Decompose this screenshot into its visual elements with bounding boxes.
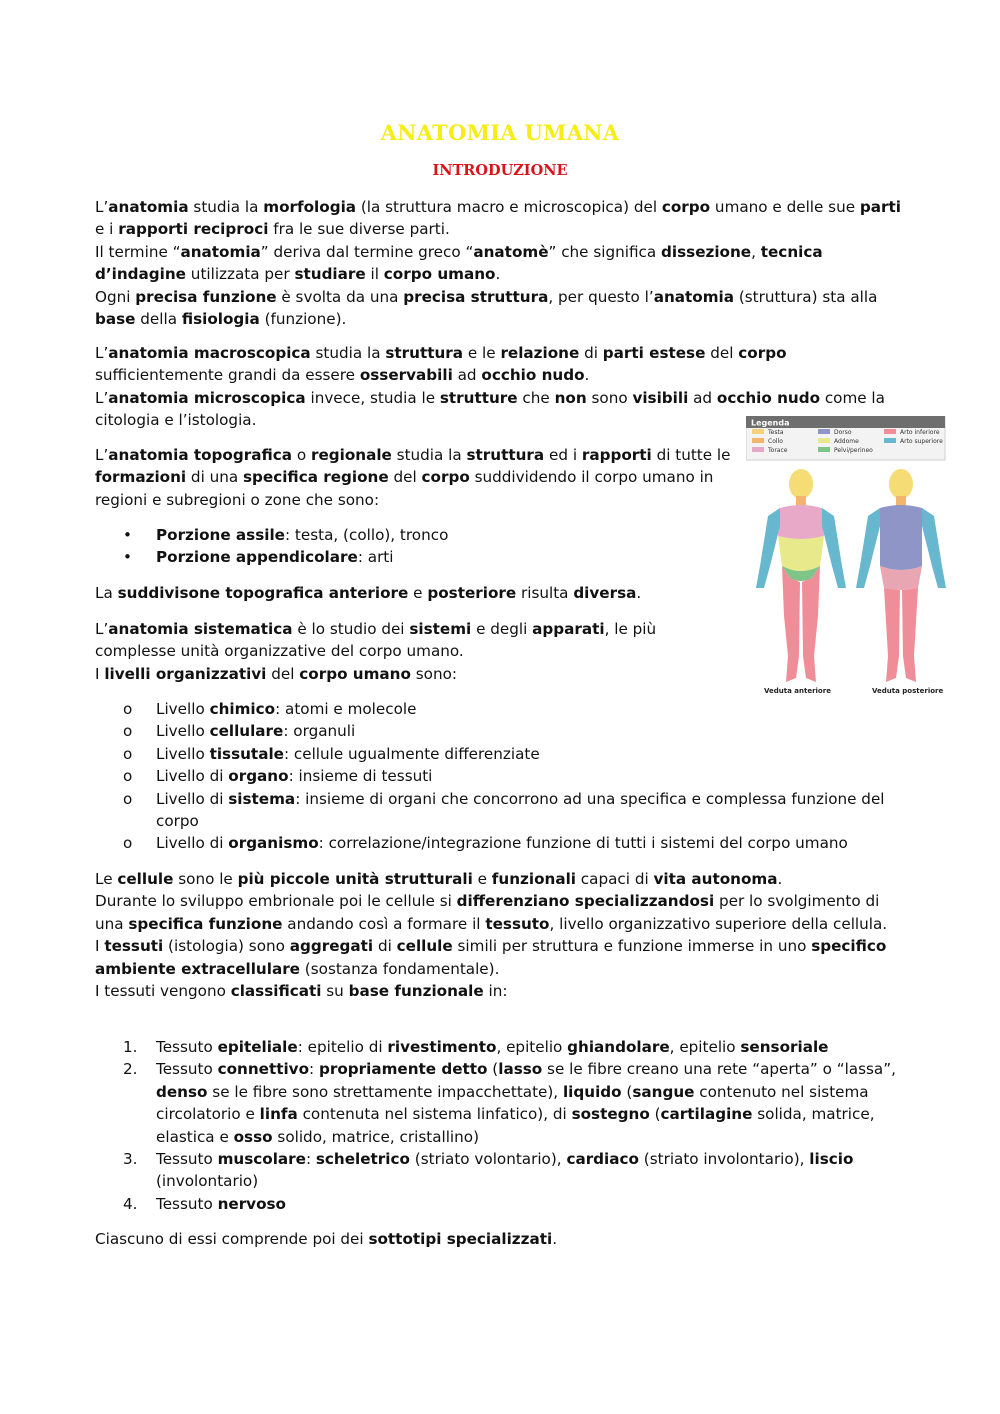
legend-swatch — [884, 438, 896, 443]
circle-bullet-icon: o — [123, 700, 133, 718]
legend-label: Testa — [768, 429, 784, 436]
circle-bullet-icon: o — [123, 767, 133, 786]
legend-label: Torace — [768, 447, 788, 454]
rich-line: Durante lo sviluppo embrionale poi le cellule si differenziano specializzandosi per lo svolgimento di una specifica funzione andando così a formare il tessuto, livello organizzativo superiore della cellula. — [95, 892, 888, 933]
legend-swatch — [752, 438, 764, 443]
legend-swatch — [818, 438, 830, 443]
rich-line: Porzione appendicolare: arti — [156, 548, 394, 567]
topografica-paragraph — [95, 444, 735, 511]
document-title: ANATOMIA UMANA — [380, 120, 620, 145]
list-item — [95, 1193, 910, 1215]
list-item — [95, 765, 910, 787]
porzioni-list — [95, 524, 735, 569]
rich-line: L’anatomia topografica o regionale studia la struttura ed i rapporti di tutte le formazioni di una specifica regione del corpo suddividendo il corpo umano in regioni e subregioni o zone che sono: — [95, 446, 731, 509]
legend-title: Legenda — [751, 418, 790, 428]
rich-line: L’anatomia sistematica è lo studio dei sistemi e degli apparati, le più complesse unità organizzative del corpo umano. — [95, 620, 657, 661]
rich-line: Tessuto muscolare: scheletrico (striato volontario), cardiaco (striato involontario), liscio (involontario) — [156, 1150, 854, 1191]
back-view — [856, 469, 946, 682]
sistematica-paragraph — [95, 618, 675, 685]
list-number: 4. — [123, 1194, 138, 1213]
rich-line: Ogni precisa funzione è svolta da una precisa struttura, per questo l’anatomia (struttura) sta alla base della fisiologia (funzione). — [95, 287, 878, 329]
bullet-icon: • — [123, 526, 132, 544]
rich-line: L’anatomia macroscopica studia la struttura e le relazione di parti estese del corpo sufficientemente grandi da essere osservabili ad occhio nudo. — [95, 344, 787, 385]
list-number: 1. — [123, 1038, 138, 1056]
legend-label: Pelvi/perineo — [834, 447, 873, 454]
rich-line: Livello chimico: atomi e molecole — [156, 700, 417, 718]
rich-line: I tessuti vengono classificati su base funzionale in: — [95, 982, 508, 1001]
bullet-icon: • — [123, 548, 132, 567]
legend-label: Arto superiore — [900, 438, 943, 445]
rich-line: Il termine “anatomia” deriva dal termine greco “anatomè” che significa dissezione, tecnica d’indagine utilizzata per studiare il corpo umano. — [95, 242, 823, 284]
list-number: 2. — [123, 1060, 138, 1079]
legend-swatch — [752, 429, 764, 434]
legend-swatch — [818, 447, 830, 452]
rich-line: L’anatomia microscopica invece, studia le strutture che non sono visibili ad occhio nudo come la citologia e l’istologia. — [95, 388, 885, 430]
rich-line: Le cellule sono le più piccole unità strutturali e funzionali capaci di vita autonoma. — [95, 870, 783, 888]
rich-line: Livello tissutale: cellule ugualmente differenziate — [156, 744, 540, 763]
rich-line: I livelli organizzativi del corpo umano sono: — [95, 664, 457, 683]
list-item — [95, 1148, 910, 1193]
livelli-list — [95, 698, 910, 855]
rich-line: Tessuto nervoso — [156, 1194, 286, 1213]
rich-line: Livello di organo: insieme di tessuti — [156, 767, 433, 786]
cellule-tessuti-paragraph — [95, 868, 905, 1002]
intro-paragraph — [95, 196, 905, 330]
rich-line: La suddivisone topografica anteriore e posteriore risulta diversa. — [95, 584, 642, 602]
rich-line: Tessuto epiteliale: epitelio di rivestimento, epitelio ghiandolare, epitelio sensoriale — [156, 1038, 829, 1056]
rich-line: Tessuto connettivo: propriamente detto (lasso se le fibre creano una rete “aperta” o “lassa”, denso se le fibre sono strettamente impacchettate), liquido (sangue contenuto nel sistema circolatorio e linfa contenuta nel sistema linfatico), di sostegno (cartilagine solida, matrice, elastica e osso solido, matrice, cristallino) — [156, 1060, 896, 1146]
circle-bullet-icon: o — [123, 834, 133, 853]
rich-line: Livello di organismo: correlazione/integrazione funzione di tutti i sistemi del corpo umano — [156, 834, 848, 853]
legend-label: Arto inferiore — [900, 429, 940, 436]
list-item — [95, 743, 910, 765]
section-subtitle: INTRODUZIONE — [432, 162, 568, 179]
body-regions-illustration — [746, 416, 946, 698]
legend-swatch — [884, 429, 896, 434]
rich-line: Livello di sistema: insieme di organi che concorrono ad una specifica e complessa funzione del corpo — [156, 789, 885, 831]
suddivisione-paragraph — [95, 582, 735, 604]
circle-bullet-icon: o — [123, 789, 133, 808]
list-number: 3. — [123, 1150, 138, 1169]
caption-back: Veduta posteriore — [872, 687, 944, 695]
circle-bullet-icon: o — [123, 744, 133, 763]
list-item — [95, 832, 910, 854]
caption-front: Veduta anteriore — [764, 687, 831, 695]
rich-line: I tessuti (istologia) sono aggregati di cellule simili per struttura e funzione immerse in uno specifico ambiente extracellulare (sostanza fondamentale). — [95, 937, 887, 978]
front-view — [756, 469, 846, 682]
list-item — [95, 524, 735, 546]
legend-label: Addome — [834, 438, 859, 445]
body-regions-figure — [746, 416, 946, 698]
legend-label: Collo — [768, 438, 783, 445]
rich-line: Porzione assile: testa, (collo), tronco — [156, 526, 449, 544]
rich-line: Ciascuno di essi comprende poi dei sottotipi specializzati. — [95, 1230, 558, 1248]
rich-line: L’anatomia studia la morfologia (la struttura macro e microscopica) del corpo umano e delle sue parti e i rapporti reciproci fra le sue diverse parti. — [95, 198, 901, 239]
rich-line: Livello cellulare: organuli — [156, 722, 356, 741]
list-item — [95, 720, 910, 742]
tessuti-list — [95, 1036, 910, 1215]
legend-label: Dorso — [834, 429, 852, 436]
legend-swatch — [752, 447, 764, 452]
list-item — [95, 788, 910, 833]
circle-bullet-icon: o — [123, 722, 133, 741]
closing-paragraph — [95, 1228, 905, 1250]
list-item — [95, 1036, 910, 1058]
list-item — [95, 698, 910, 720]
list-item — [95, 1058, 910, 1148]
legend-swatch — [818, 429, 830, 434]
list-item — [95, 546, 735, 568]
